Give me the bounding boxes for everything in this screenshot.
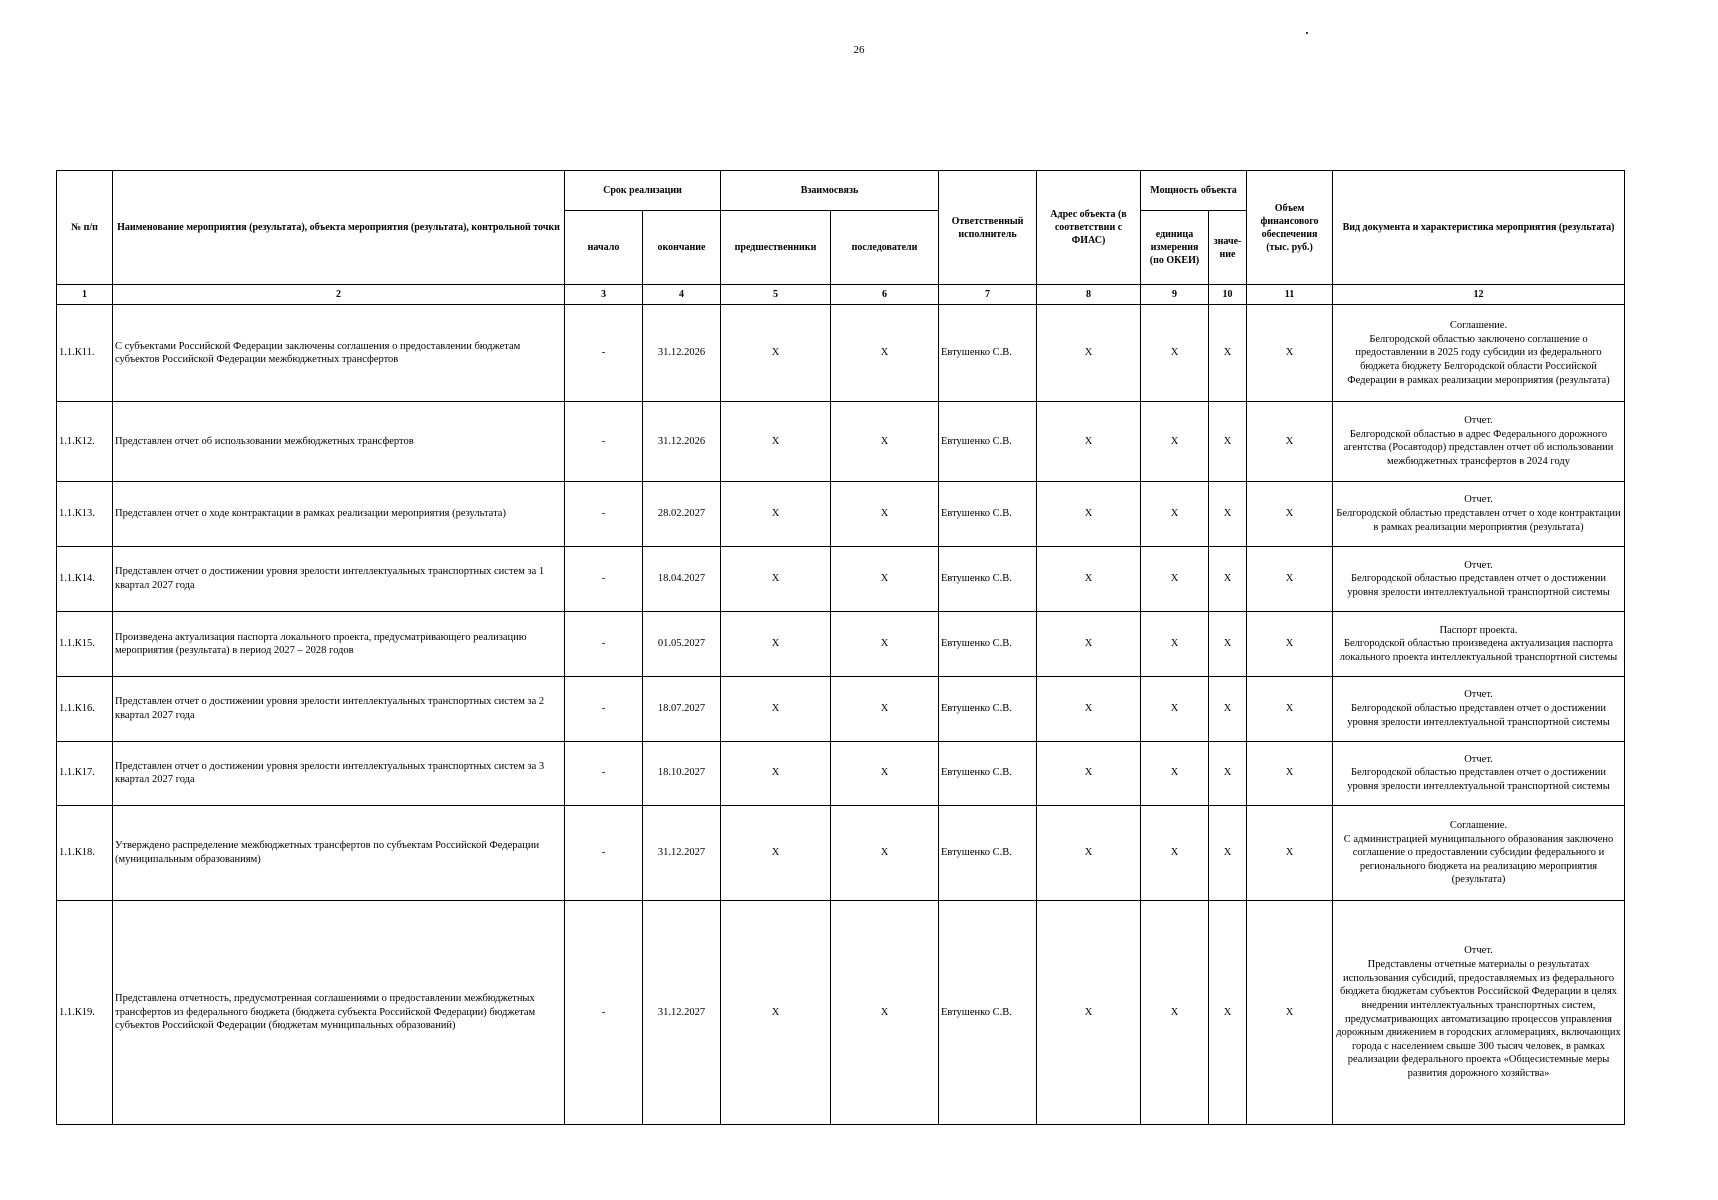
row-responsible: Евтушенко С.В. xyxy=(939,305,1037,402)
row-address: X xyxy=(1037,546,1141,611)
document-description: Представлены отчетные материалы о результатах использования субсидий, предоставляемых из федерального бюджета бюджетам субъектов Российской Федерации в целях внедрения интеллектуальных транспортных систем, предусматривающих автоматизацию процессов управления дорожным движением в городских агломерациях, включающих города с населением свыше 300 тысяч человек, в рамках реализации федерального проекта «Общесистемные меры развития дорожного хозяйства» xyxy=(1336,959,1621,1080)
document-description: С администрацией муниципального образования заключено соглашение о предоставлении субсидии федерального и регионального бюджета на реализацию мероприятия (результата) xyxy=(1343,833,1614,886)
row-volume: X xyxy=(1247,481,1333,546)
document-description: Белгородской областью представлен отчет о достижении уровня зрелости интеллектуальной транспортной системы xyxy=(1347,703,1610,728)
row-address: X xyxy=(1037,741,1141,805)
row-address: X xyxy=(1037,305,1141,402)
table-row xyxy=(57,741,1625,805)
row-address: X xyxy=(1037,677,1141,741)
column-number: 6 xyxy=(831,285,939,305)
row-document xyxy=(1333,901,1625,1125)
row-successors: X xyxy=(831,612,939,677)
row-predecessors: X xyxy=(721,677,831,741)
row-start: - xyxy=(565,402,643,481)
row-document xyxy=(1333,481,1625,546)
row-predecessors: X xyxy=(721,546,831,611)
row-address: X xyxy=(1037,901,1141,1125)
row-address: X xyxy=(1037,805,1141,900)
row-value: X xyxy=(1209,741,1247,805)
row-successors: X xyxy=(831,305,939,402)
row-successors: X xyxy=(831,901,939,1125)
row-number: 1.1.К19. xyxy=(57,901,113,1125)
document-type: Соглашение. xyxy=(1449,320,1508,332)
header-successors: последователи xyxy=(831,211,939,285)
table-row xyxy=(57,677,1625,741)
column-number: 4 xyxy=(643,285,721,305)
row-volume: X xyxy=(1247,305,1333,402)
row-unit: X xyxy=(1141,402,1209,481)
row-unit: X xyxy=(1141,677,1209,741)
row-volume: X xyxy=(1247,805,1333,900)
row-number: 1.1.К18. xyxy=(57,805,113,900)
row-volume: X xyxy=(1247,901,1333,1125)
row-value: X xyxy=(1209,612,1247,677)
header-address: Адрес объекта (в соответствии с ФИАС) xyxy=(1037,171,1141,285)
row-predecessors: X xyxy=(721,305,831,402)
row-document xyxy=(1333,546,1625,611)
column-number: 8 xyxy=(1037,285,1141,305)
row-name: Представлен отчет об использовании межбюджетных трансфертов xyxy=(113,402,565,481)
document-description: Белгородской областью представлен отчет о ходе контрактации в рамках реализации мероприятия (результата) xyxy=(1336,507,1621,533)
document-type: Отчет. xyxy=(1464,415,1493,427)
table-row xyxy=(57,612,1625,677)
header-doc-type: Вид документа и характеристика мероприятия (результата) xyxy=(1333,171,1625,285)
row-start: - xyxy=(565,481,643,546)
header-value: значе-ние xyxy=(1209,211,1247,285)
row-responsible: Евтушенко С.В. xyxy=(939,612,1037,677)
row-successors: X xyxy=(831,805,939,900)
row-start: - xyxy=(565,546,643,611)
document-type: Отчет. xyxy=(1464,689,1493,701)
row-unit: X xyxy=(1141,805,1209,900)
row-number: 1.1.К13. xyxy=(57,481,113,546)
row-name: Утверждено распределение межбюджетных трансфертов по субъектам Российской Федерации (муниципальным образованиям) xyxy=(113,805,565,900)
row-volume: X xyxy=(1247,402,1333,481)
column-number: 9 xyxy=(1141,285,1209,305)
row-end: 01.05.2027 xyxy=(643,612,721,677)
column-number: 7 xyxy=(939,285,1037,305)
row-predecessors: X xyxy=(721,805,831,900)
header-name: Наименование мероприятия (результата), объекта мероприятия (результата), контрольной точки xyxy=(113,171,565,285)
header-num: № п/п xyxy=(57,171,113,285)
table-row xyxy=(57,481,1625,546)
row-predecessors: X xyxy=(721,612,831,677)
row-end: 31.12.2026 xyxy=(643,402,721,481)
row-value: X xyxy=(1209,805,1247,900)
column-number-row xyxy=(57,285,1625,305)
column-number: 12 xyxy=(1333,285,1625,305)
row-number: 1.1.К16. xyxy=(57,677,113,741)
row-document xyxy=(1333,677,1625,741)
row-document xyxy=(1333,612,1625,677)
header-predecessors: предшественники xyxy=(721,211,831,285)
row-address: X xyxy=(1037,612,1141,677)
column-number: 11 xyxy=(1247,285,1333,305)
row-name: Представлен отчет о достижении уровня зрелости интеллектуальных транспортных систем за 1 квартал 2027 года xyxy=(113,546,565,611)
row-end: 28.02.2027 xyxy=(643,481,721,546)
row-responsible: Евтушенко С.В. xyxy=(939,481,1037,546)
row-name: Произведена актуализация паспорта локального проекта, предусматривающего реализацию мероприятия (результата) в период 2027 – 2028 годов xyxy=(113,612,565,677)
row-unit: X xyxy=(1141,305,1209,402)
row-volume: X xyxy=(1247,741,1333,805)
row-number: 1.1.К11. xyxy=(57,305,113,402)
table-row xyxy=(57,901,1625,1125)
row-end: 31.12.2026 xyxy=(643,305,721,402)
row-successors: X xyxy=(831,546,939,611)
row-document xyxy=(1333,741,1625,805)
row-successors: X xyxy=(831,481,939,546)
row-successors: X xyxy=(831,741,939,805)
document-type: Отчет. xyxy=(1464,559,1493,571)
document-type: Отчет. xyxy=(1464,945,1493,957)
row-predecessors: X xyxy=(721,901,831,1125)
table-row xyxy=(57,402,1625,481)
row-responsible: Евтушенко С.В. xyxy=(939,741,1037,805)
document-description: Белгородской областью в адрес Федерального дорожного агентства (Росавтодор) представлен отчет об использовании межбюджетных трансфертов в 2024 году xyxy=(1343,428,1614,468)
column-number: 1 xyxy=(57,285,113,305)
row-start: - xyxy=(565,805,643,900)
row-unit: X xyxy=(1141,481,1209,546)
row-value: X xyxy=(1209,402,1247,481)
row-start: - xyxy=(565,901,643,1125)
column-number: 10 xyxy=(1209,285,1247,305)
header-capacity: Мощность объекта xyxy=(1141,171,1247,211)
header-unit: единица измерения (по ОКЕИ) xyxy=(1141,211,1209,285)
row-volume: X xyxy=(1247,612,1333,677)
row-name: Представлена отчетность, предусмотренная соглашениями о предоставлении межбюджетных трансфертов из федерального бюджета (бюджета субъекта Российской Федерации) бюджетам субъектов Российской Федерации (бюджетам муниципальных образований) xyxy=(113,901,565,1125)
row-start: - xyxy=(565,677,643,741)
row-successors: X xyxy=(831,402,939,481)
row-unit: X xyxy=(1141,612,1209,677)
row-end: 18.07.2027 xyxy=(643,677,721,741)
row-document xyxy=(1333,305,1625,402)
row-number: 1.1.К15. xyxy=(57,612,113,677)
row-responsible: Евтушенко С.В. xyxy=(939,677,1037,741)
header-volume: Объем финансового обеспечения (тыс. руб.) xyxy=(1247,171,1333,285)
document-description: Белгородской областью заключено соглашение о предоставлении в 2025 году субсидии из федерального бюджета бюджету Белгородской области Российской Федерации в рамках реализации мероприятия (результата) xyxy=(1347,333,1610,386)
row-responsible: Евтушенко С.В. xyxy=(939,805,1037,900)
row-responsible: Евтушенко С.В. xyxy=(939,901,1037,1125)
row-value: X xyxy=(1209,901,1247,1125)
row-document xyxy=(1333,402,1625,481)
page-number: 26 xyxy=(853,44,865,56)
row-value: X xyxy=(1209,677,1247,741)
row-responsible: Евтушенко С.В. xyxy=(939,546,1037,611)
row-value: X xyxy=(1209,305,1247,402)
row-predecessors: X xyxy=(721,741,831,805)
document-type: Отчет. xyxy=(1464,753,1493,765)
row-end: 18.10.2027 xyxy=(643,741,721,805)
row-number: 1.1.К12. xyxy=(57,402,113,481)
row-value: X xyxy=(1209,546,1247,611)
column-number: 2 xyxy=(113,285,565,305)
header-end: окончание xyxy=(643,211,721,285)
header-period: Срок реализации xyxy=(565,171,721,211)
document-description: Белгородской областью представлен отчет о достижении уровня зрелости интеллектуальной транспортной системы xyxy=(1347,573,1610,598)
document-description: Белгородской областью представлен отчет о достижении уровня зрелости интеллектуальной транспортной системы xyxy=(1347,767,1610,792)
row-name: С субъектами Российской Федерации заключены соглашения о предоставлении бюджетам субъектов Российской Федерации межбюджетных трансфертов xyxy=(113,305,565,402)
header-relation: Взаимосвязь xyxy=(721,171,939,211)
document-type: Соглашение. xyxy=(1449,819,1508,831)
row-name: Представлен отчет о достижении уровня зрелости интеллектуальных транспортных систем за 2 квартал 2027 года xyxy=(113,677,565,741)
document-type: Отчет. xyxy=(1464,494,1493,506)
row-name: Представлен отчет о ходе контрактации в рамках реализации мероприятия (результата) xyxy=(113,481,565,546)
table-row xyxy=(57,305,1625,402)
row-predecessors: X xyxy=(721,481,831,546)
document-type: Паспорт проекта. xyxy=(1439,624,1518,636)
row-predecessors: X xyxy=(721,402,831,481)
row-start: - xyxy=(565,741,643,805)
row-start: - xyxy=(565,612,643,677)
row-number: 1.1.К14. xyxy=(57,546,113,611)
row-unit: X xyxy=(1141,546,1209,611)
column-number: 3 xyxy=(565,285,643,305)
scan-dot xyxy=(1306,32,1308,34)
table-row xyxy=(57,805,1625,900)
row-address: X xyxy=(1037,481,1141,546)
row-address: X xyxy=(1037,402,1141,481)
row-start: - xyxy=(565,305,643,402)
row-name: Представлен отчет о достижении уровня зрелости интеллектуальных транспортных систем за 3 квартал 2027 года xyxy=(113,741,565,805)
row-number: 1.1.К17. xyxy=(57,741,113,805)
row-unit: X xyxy=(1141,901,1209,1125)
row-volume: X xyxy=(1247,677,1333,741)
header-start: начало xyxy=(565,211,643,285)
row-successors: X xyxy=(831,677,939,741)
row-end: 18.04.2027 xyxy=(643,546,721,611)
column-number: 5 xyxy=(721,285,831,305)
row-end: 31.12.2027 xyxy=(643,901,721,1125)
header-responsible: Ответственный исполнитель xyxy=(939,171,1037,285)
plan-table xyxy=(56,170,1625,1125)
document-description: Белгородской областью произведена актуализация паспорта локального проекта интеллектуальной транспортной системы xyxy=(1339,638,1618,664)
table-row xyxy=(57,546,1625,611)
row-unit: X xyxy=(1141,741,1209,805)
row-value: X xyxy=(1209,481,1247,546)
row-document xyxy=(1333,805,1625,900)
row-end: 31.12.2027 xyxy=(643,805,721,900)
row-responsible: Евтушенко С.В. xyxy=(939,402,1037,481)
row-volume: X xyxy=(1247,546,1333,611)
